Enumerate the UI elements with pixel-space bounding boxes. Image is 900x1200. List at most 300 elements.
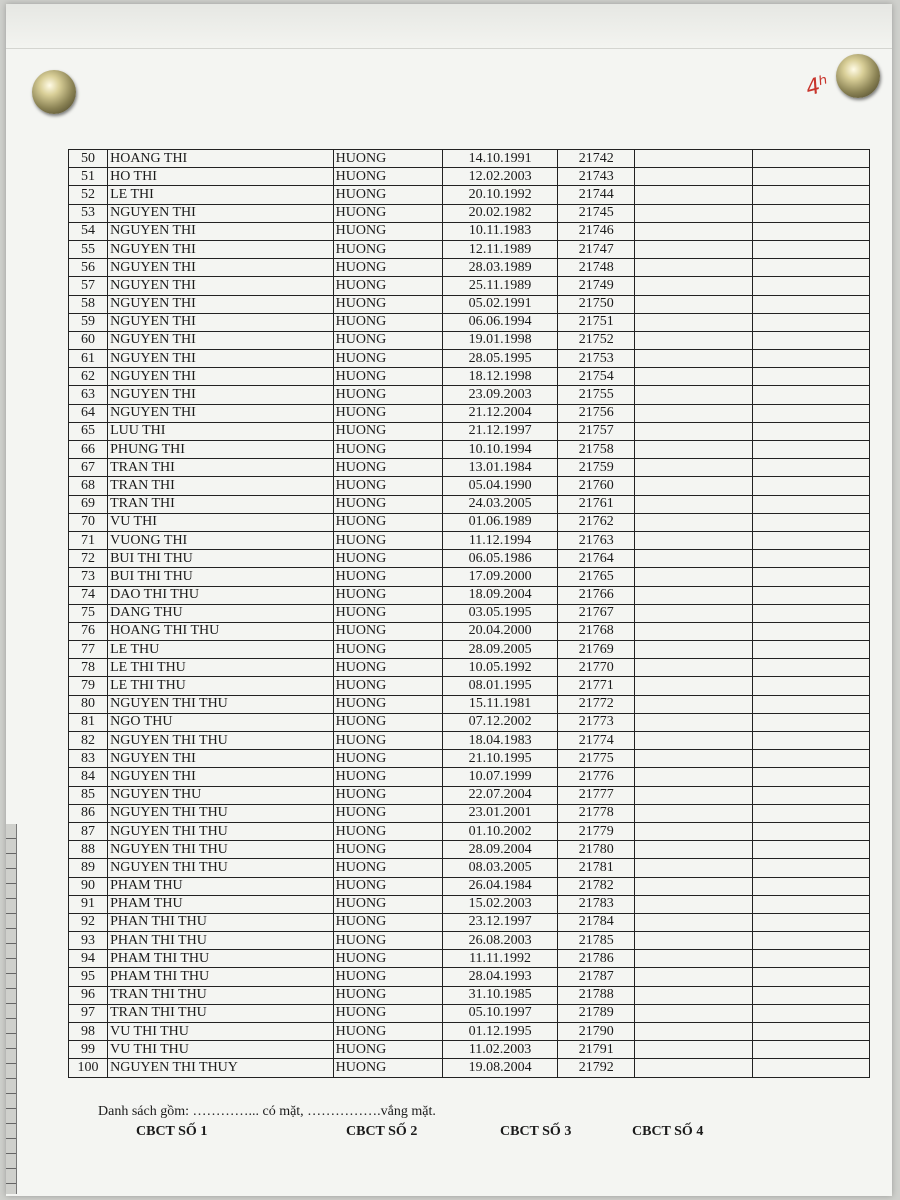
blank-cell bbox=[635, 331, 752, 349]
last-middle-name: NGUYEN THI bbox=[108, 259, 334, 277]
table-row bbox=[69, 531, 870, 549]
row-number: 90 bbox=[69, 877, 108, 895]
handwritten-mark: 4ʰ bbox=[803, 71, 832, 102]
date-of-birth: 01.06.1989 bbox=[442, 513, 557, 531]
candidate-number: 21745 bbox=[558, 204, 635, 222]
first-name: HUONG bbox=[333, 1004, 442, 1022]
first-name: HUONG bbox=[333, 586, 442, 604]
candidate-number: 21758 bbox=[558, 441, 635, 459]
blank-cell bbox=[635, 441, 752, 459]
first-name: HUONG bbox=[333, 913, 442, 931]
last-middle-name: TRAN THI bbox=[108, 477, 334, 495]
row-number: 74 bbox=[69, 586, 108, 604]
candidate-number: 21783 bbox=[558, 895, 635, 913]
last-middle-name: VU THI THU bbox=[108, 1023, 334, 1041]
blank-cell bbox=[752, 477, 869, 495]
blank-cell bbox=[635, 641, 752, 659]
blank-cell bbox=[635, 713, 752, 731]
last-middle-name: VUONG THI bbox=[108, 531, 334, 549]
first-name: HUONG bbox=[333, 386, 442, 404]
first-name: HUONG bbox=[333, 877, 442, 895]
first-name: HUONG bbox=[333, 350, 442, 368]
blank-cell bbox=[635, 459, 752, 477]
table-row bbox=[69, 1041, 870, 1059]
date-of-birth: 22.07.2004 bbox=[442, 786, 557, 804]
first-name: HUONG bbox=[333, 477, 442, 495]
paper-sheet bbox=[6, 4, 892, 1196]
blank-cell bbox=[752, 895, 869, 913]
candidate-number: 21785 bbox=[558, 932, 635, 950]
candidate-number: 21750 bbox=[558, 295, 635, 313]
blank-cell bbox=[635, 659, 752, 677]
blank-cell bbox=[752, 350, 869, 368]
row-number: 79 bbox=[69, 677, 108, 695]
blank-cell bbox=[752, 186, 869, 204]
table-row bbox=[69, 750, 870, 768]
table-row bbox=[69, 368, 870, 386]
date-of-birth: 08.03.2005 bbox=[442, 859, 557, 877]
date-of-birth: 19.08.2004 bbox=[442, 1059, 557, 1077]
date-of-birth: 17.09.2000 bbox=[442, 568, 557, 586]
date-of-birth: 25.11.1989 bbox=[442, 277, 557, 295]
table-row bbox=[69, 313, 870, 331]
row-number: 78 bbox=[69, 659, 108, 677]
table-row bbox=[69, 386, 870, 404]
last-middle-name: NGUYEN THI bbox=[108, 240, 334, 258]
first-name: HUONG bbox=[333, 295, 442, 313]
first-name: HUONG bbox=[333, 732, 442, 750]
first-name: HUONG bbox=[333, 822, 442, 840]
candidate-number: 21775 bbox=[558, 750, 635, 768]
blank-cell bbox=[635, 240, 752, 258]
last-middle-name: LE THU bbox=[108, 641, 334, 659]
blank-cell bbox=[635, 204, 752, 222]
first-name: HUONG bbox=[333, 841, 442, 859]
date-of-birth: 24.03.2005 bbox=[442, 495, 557, 513]
row-number: 76 bbox=[69, 622, 108, 640]
blank-cell bbox=[635, 677, 752, 695]
row-number: 68 bbox=[69, 477, 108, 495]
blank-cell bbox=[752, 768, 869, 786]
date-of-birth: 21.12.2004 bbox=[442, 404, 557, 422]
blank-cell bbox=[635, 1023, 752, 1041]
attendance-summary: Danh sách gồm: …………... có mặt, …………….vắng mặt. bbox=[98, 1104, 436, 1119]
row-number: 95 bbox=[69, 968, 108, 986]
first-name: HUONG bbox=[333, 604, 442, 622]
blank-cell bbox=[635, 1041, 752, 1059]
blank-cell bbox=[635, 841, 752, 859]
last-middle-name: NGUYEN THI THU bbox=[108, 695, 334, 713]
row-number: 94 bbox=[69, 950, 108, 968]
row-number: 91 bbox=[69, 895, 108, 913]
table-row bbox=[69, 550, 870, 568]
last-middle-name: HOANG THI THU bbox=[108, 622, 334, 640]
row-number: 73 bbox=[69, 568, 108, 586]
row-number: 97 bbox=[69, 1004, 108, 1022]
candidate-number: 21742 bbox=[558, 150, 635, 168]
blank-cell bbox=[752, 1041, 869, 1059]
blank-cell bbox=[635, 1004, 752, 1022]
blank-cell bbox=[752, 641, 869, 659]
first-name: HUONG bbox=[333, 531, 442, 549]
date-of-birth: 10.05.1992 bbox=[442, 659, 557, 677]
first-name: HUONG bbox=[333, 1023, 442, 1041]
candidate-number: 21748 bbox=[558, 259, 635, 277]
first-name: HUONG bbox=[333, 277, 442, 295]
date-of-birth: 19.01.1998 bbox=[442, 331, 557, 349]
table-row bbox=[69, 150, 870, 168]
row-number: 82 bbox=[69, 732, 108, 750]
candidate-number: 21762 bbox=[558, 513, 635, 531]
table-row bbox=[69, 350, 870, 368]
candidate-number: 21776 bbox=[558, 768, 635, 786]
table-row bbox=[69, 1023, 870, 1041]
signature-label-2: CBCT SỐ 2 bbox=[346, 1124, 418, 1139]
blank-cell bbox=[635, 768, 752, 786]
blank-cell bbox=[752, 150, 869, 168]
date-of-birth: 20.02.1982 bbox=[442, 204, 557, 222]
blank-cell bbox=[635, 404, 752, 422]
blank-cell bbox=[752, 404, 869, 422]
date-of-birth: 05.04.1990 bbox=[442, 477, 557, 495]
last-middle-name: NGUYEN THI bbox=[108, 386, 334, 404]
blank-cell bbox=[752, 495, 869, 513]
table-row bbox=[69, 259, 870, 277]
candidate-number: 21770 bbox=[558, 659, 635, 677]
date-of-birth: 06.05.1986 bbox=[442, 550, 557, 568]
blank-cell bbox=[635, 495, 752, 513]
candidate-number: 21769 bbox=[558, 641, 635, 659]
date-of-birth: 15.02.2003 bbox=[442, 895, 557, 913]
candidate-number: 21747 bbox=[558, 240, 635, 258]
row-number: 53 bbox=[69, 204, 108, 222]
candidate-number: 21789 bbox=[558, 1004, 635, 1022]
table-row bbox=[69, 186, 870, 204]
row-number: 96 bbox=[69, 986, 108, 1004]
date-of-birth: 10.07.1999 bbox=[442, 768, 557, 786]
table-row bbox=[69, 513, 870, 531]
table-row bbox=[69, 677, 870, 695]
blank-cell bbox=[635, 968, 752, 986]
row-number: 89 bbox=[69, 859, 108, 877]
candidate-number: 21788 bbox=[558, 986, 635, 1004]
blank-cell bbox=[752, 786, 869, 804]
candidate-number: 21754 bbox=[558, 368, 635, 386]
date-of-birth: 23.12.1997 bbox=[442, 913, 557, 931]
date-of-birth: 08.01.1995 bbox=[442, 677, 557, 695]
date-of-birth: 23.09.2003 bbox=[442, 386, 557, 404]
blank-cell bbox=[752, 932, 869, 950]
date-of-birth: 26.08.2003 bbox=[442, 932, 557, 950]
row-number: 51 bbox=[69, 168, 108, 186]
date-of-birth: 28.03.1989 bbox=[442, 259, 557, 277]
table-row bbox=[69, 913, 870, 931]
blank-cell bbox=[752, 822, 869, 840]
first-name: HUONG bbox=[333, 186, 442, 204]
blank-cell bbox=[752, 804, 869, 822]
candidate-number: 21773 bbox=[558, 713, 635, 731]
date-of-birth: 23.01.2001 bbox=[442, 804, 557, 822]
table-row bbox=[69, 659, 870, 677]
signature-label-3: CBCT SỐ 3 bbox=[500, 1124, 572, 1139]
table-row bbox=[69, 422, 870, 440]
table-row bbox=[69, 568, 870, 586]
blank-cell bbox=[635, 822, 752, 840]
row-number: 77 bbox=[69, 641, 108, 659]
table-row bbox=[69, 459, 870, 477]
row-number: 63 bbox=[69, 386, 108, 404]
last-middle-name: LE THI THU bbox=[108, 677, 334, 695]
blank-cell bbox=[635, 186, 752, 204]
first-name: HUONG bbox=[333, 677, 442, 695]
last-middle-name: NGUYEN THI bbox=[108, 331, 334, 349]
last-middle-name: NGUYEN THI THU bbox=[108, 822, 334, 840]
first-name: HUONG bbox=[333, 968, 442, 986]
table-row bbox=[69, 895, 870, 913]
date-of-birth: 20.04.2000 bbox=[442, 622, 557, 640]
date-of-birth: 12.02.2003 bbox=[442, 168, 557, 186]
blank-cell bbox=[752, 459, 869, 477]
date-of-birth: 07.12.2002 bbox=[442, 713, 557, 731]
blank-cell bbox=[635, 804, 752, 822]
candidate-number: 21780 bbox=[558, 841, 635, 859]
last-middle-name: TRAN THI bbox=[108, 459, 334, 477]
first-name: HUONG bbox=[333, 659, 442, 677]
first-name: HUONG bbox=[333, 168, 442, 186]
last-middle-name: PHAM THI THU bbox=[108, 950, 334, 968]
row-number: 60 bbox=[69, 331, 108, 349]
date-of-birth: 18.04.1983 bbox=[442, 732, 557, 750]
row-number: 93 bbox=[69, 932, 108, 950]
last-middle-name: TRAN THI THU bbox=[108, 1004, 334, 1022]
date-of-birth: 01.10.2002 bbox=[442, 822, 557, 840]
first-name: HUONG bbox=[333, 222, 442, 240]
last-middle-name: NGUYEN THU bbox=[108, 786, 334, 804]
date-of-birth: 11.12.1994 bbox=[442, 531, 557, 549]
blank-cell bbox=[635, 877, 752, 895]
table-row bbox=[69, 495, 870, 513]
first-name: HUONG bbox=[333, 695, 442, 713]
row-number: 58 bbox=[69, 295, 108, 313]
table-row bbox=[69, 859, 870, 877]
date-of-birth: 15.11.1981 bbox=[442, 695, 557, 713]
candidate-number: 21752 bbox=[558, 331, 635, 349]
candidate-number: 21774 bbox=[558, 732, 635, 750]
first-name: HUONG bbox=[333, 1059, 442, 1077]
table-row bbox=[69, 295, 870, 313]
candidate-number: 21749 bbox=[558, 277, 635, 295]
first-name: HUONG bbox=[333, 404, 442, 422]
row-number: 84 bbox=[69, 768, 108, 786]
blank-cell bbox=[752, 750, 869, 768]
table-row bbox=[69, 331, 870, 349]
blank-cell bbox=[752, 732, 869, 750]
candidate-number: 21760 bbox=[558, 477, 635, 495]
table-row bbox=[69, 586, 870, 604]
last-middle-name: DAO THI THU bbox=[108, 586, 334, 604]
blank-cell bbox=[635, 622, 752, 640]
blank-cell bbox=[752, 604, 869, 622]
blank-cell bbox=[635, 604, 752, 622]
row-number: 65 bbox=[69, 422, 108, 440]
date-of-birth: 11.02.2003 bbox=[442, 1041, 557, 1059]
last-middle-name: NGUYEN THI bbox=[108, 350, 334, 368]
blank-cell bbox=[635, 259, 752, 277]
first-name: HUONG bbox=[333, 895, 442, 913]
last-middle-name: PHAN THI THU bbox=[108, 932, 334, 950]
blank-cell bbox=[752, 313, 869, 331]
signature-row bbox=[6, 1124, 892, 1144]
row-number: 50 bbox=[69, 150, 108, 168]
row-number: 72 bbox=[69, 550, 108, 568]
first-name: HUONG bbox=[333, 513, 442, 531]
first-name: HUONG bbox=[333, 804, 442, 822]
date-of-birth: 28.09.2005 bbox=[442, 641, 557, 659]
table-row bbox=[69, 222, 870, 240]
last-middle-name: NGUYEN THI THUY bbox=[108, 1059, 334, 1077]
blank-cell bbox=[635, 477, 752, 495]
date-of-birth: 18.12.1998 bbox=[442, 368, 557, 386]
date-of-birth: 20.10.1992 bbox=[442, 186, 557, 204]
last-middle-name: DANG THU bbox=[108, 604, 334, 622]
blank-cell bbox=[635, 950, 752, 968]
pushpin-icon bbox=[836, 54, 880, 98]
row-number: 99 bbox=[69, 1041, 108, 1059]
date-of-birth: 03.05.1995 bbox=[442, 604, 557, 622]
blank-cell bbox=[752, 859, 869, 877]
last-middle-name: HOANG THI bbox=[108, 150, 334, 168]
date-of-birth: 06.06.1994 bbox=[442, 313, 557, 331]
first-name: HUONG bbox=[333, 859, 442, 877]
blank-cell bbox=[635, 150, 752, 168]
table-row bbox=[69, 622, 870, 640]
candidate-number: 21757 bbox=[558, 422, 635, 440]
blank-cell bbox=[635, 422, 752, 440]
blank-cell bbox=[635, 222, 752, 240]
first-name: HUONG bbox=[333, 459, 442, 477]
candidate-number: 21755 bbox=[558, 386, 635, 404]
table-row bbox=[69, 932, 870, 950]
blank-cell bbox=[752, 913, 869, 931]
blank-cell bbox=[752, 1004, 869, 1022]
first-name: HUONG bbox=[333, 441, 442, 459]
last-middle-name: NGUYEN THI bbox=[108, 404, 334, 422]
table-row bbox=[69, 441, 870, 459]
blank-cell bbox=[752, 513, 869, 531]
table-row bbox=[69, 713, 870, 731]
candidate-number: 21771 bbox=[558, 677, 635, 695]
date-of-birth: 28.09.2004 bbox=[442, 841, 557, 859]
blank-cell bbox=[752, 713, 869, 731]
candidate-number: 21781 bbox=[558, 859, 635, 877]
candidate-number: 21768 bbox=[558, 622, 635, 640]
last-middle-name: PHAN THI THU bbox=[108, 913, 334, 931]
blank-cell bbox=[635, 277, 752, 295]
date-of-birth: 31.10.1985 bbox=[442, 986, 557, 1004]
row-number: 55 bbox=[69, 240, 108, 258]
last-middle-name: PHUNG THI bbox=[108, 441, 334, 459]
first-name: HUONG bbox=[333, 495, 442, 513]
first-name: HUONG bbox=[333, 750, 442, 768]
blank-cell bbox=[752, 695, 869, 713]
last-middle-name: VU THI bbox=[108, 513, 334, 531]
blank-cell bbox=[635, 986, 752, 1004]
table-row bbox=[69, 877, 870, 895]
row-number: 81 bbox=[69, 713, 108, 731]
table-row bbox=[69, 786, 870, 804]
table-row bbox=[69, 804, 870, 822]
blank-cell bbox=[635, 732, 752, 750]
blank-cell bbox=[635, 168, 752, 186]
first-name: HUONG bbox=[333, 568, 442, 586]
candidate-number: 21756 bbox=[558, 404, 635, 422]
last-middle-name: NGUYEN THI THU bbox=[108, 841, 334, 859]
last-middle-name: NGUYEN THI THU bbox=[108, 804, 334, 822]
blank-cell bbox=[635, 895, 752, 913]
first-name: HUONG bbox=[333, 950, 442, 968]
blank-cell bbox=[752, 222, 869, 240]
candidate-number: 21784 bbox=[558, 913, 635, 931]
table-row bbox=[69, 404, 870, 422]
first-name: HUONG bbox=[333, 932, 442, 950]
last-middle-name: NGUYEN THI bbox=[108, 750, 334, 768]
first-name: HUONG bbox=[333, 786, 442, 804]
blank-cell bbox=[752, 204, 869, 222]
candidate-number: 21778 bbox=[558, 804, 635, 822]
last-middle-name: NGO THU bbox=[108, 713, 334, 731]
blank-cell bbox=[752, 531, 869, 549]
blank-cell bbox=[752, 950, 869, 968]
date-of-birth: 26.04.1984 bbox=[442, 877, 557, 895]
table-row bbox=[69, 968, 870, 986]
date-of-birth: 12.11.1989 bbox=[442, 240, 557, 258]
row-number: 62 bbox=[69, 368, 108, 386]
last-middle-name: NGUYEN THI bbox=[108, 768, 334, 786]
blank-cell bbox=[752, 568, 869, 586]
blank-cell bbox=[752, 368, 869, 386]
blank-cell bbox=[635, 859, 752, 877]
date-of-birth: 14.10.1991 bbox=[442, 150, 557, 168]
candidate-number: 21772 bbox=[558, 695, 635, 713]
blank-cell bbox=[635, 568, 752, 586]
paper-fold bbox=[6, 4, 892, 49]
row-number: 61 bbox=[69, 350, 108, 368]
row-number: 100 bbox=[69, 1059, 108, 1077]
last-middle-name: NGUYEN THI bbox=[108, 277, 334, 295]
candidate-number: 21779 bbox=[558, 822, 635, 840]
blank-cell bbox=[752, 1059, 869, 1077]
pushpin-icon bbox=[32, 70, 76, 114]
first-name: HUONG bbox=[333, 768, 442, 786]
first-name: HUONG bbox=[333, 240, 442, 258]
first-name: HUONG bbox=[333, 550, 442, 568]
row-number: 83 bbox=[69, 750, 108, 768]
table-row bbox=[69, 695, 870, 713]
row-number: 59 bbox=[69, 313, 108, 331]
row-number: 56 bbox=[69, 259, 108, 277]
last-middle-name: NGUYEN THI THU bbox=[108, 859, 334, 877]
blank-cell bbox=[752, 240, 869, 258]
table-row bbox=[69, 822, 870, 840]
blank-cell bbox=[635, 1059, 752, 1077]
last-middle-name: LE THI THU bbox=[108, 659, 334, 677]
last-middle-name: BUI THI THU bbox=[108, 568, 334, 586]
blank-cell bbox=[635, 932, 752, 950]
candidate-number: 21761 bbox=[558, 495, 635, 513]
row-number: 57 bbox=[69, 277, 108, 295]
table-row bbox=[69, 604, 870, 622]
last-middle-name: NGUYEN THI bbox=[108, 313, 334, 331]
